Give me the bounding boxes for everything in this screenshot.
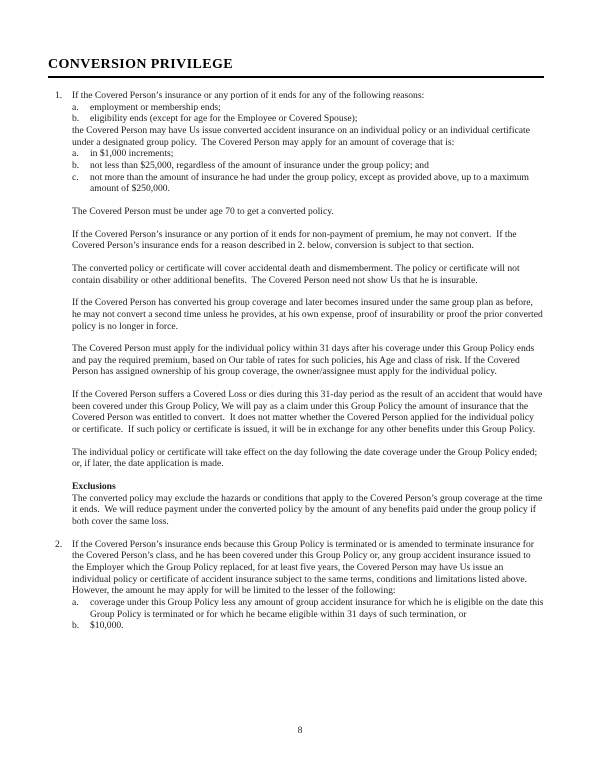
paragraph: If the Covered Person has converted his group coverage and later becomes insured under the same group plan as before, he may not convert a second time unless he provides, at his own expense, proof of insurability or proof the prior converted policy is no longer in force. xyxy=(72,297,546,332)
list-item-2-number: 2. xyxy=(55,538,63,550)
option-item xyxy=(72,620,544,632)
list-item-1-body xyxy=(72,90,544,195)
reason-item xyxy=(72,113,544,125)
document-content xyxy=(48,57,544,632)
exclusions-heading: Exclusions xyxy=(72,481,116,493)
page-number: 8 xyxy=(297,725,303,736)
page-title: CONVERSION PRIVILEGE xyxy=(48,57,544,78)
paragraph: The individual policy or certificate will take effect on the day following the date coverage under the Group Policy ended; or, if later, the date application is made. xyxy=(72,446,540,470)
list-item-2-intro: If the Covered Person’s insurance ends because this Group Policy is terminated or is amended to terminate insurance for the Covered Person’s class, and he has been covered under this Group Policy or, any group accident insurance issued to the Employer which the Group Policy replaced, for at least five years, the Covered Person may have Us issue an individual policy or certificate of accident insurance subject to the same terms, conditions and limitations listed above. However, the amount he may apply for will be limited to the lesser of the following: xyxy=(72,538,537,597)
reason-item-text: eligibility ends (except for age for the Employee or Covered Spouse); xyxy=(90,113,358,125)
amount-item xyxy=(72,160,544,172)
list-item-1-number: 1. xyxy=(55,90,63,101)
option-item-marker: a. xyxy=(72,596,79,608)
paragraph: If the Covered Person’s insurance or any portion of it ends for non-payment of premium, he may not convert. If the Covered Person’s insurance ends for a reason described in 2. below, conversion is subject to that section. xyxy=(72,228,520,252)
list-item-1-intro: If the Covered Person’s insurance or any portion of it ends for any of the following reasons: xyxy=(72,90,425,101)
paragraph: The Covered Person must apply for the individual policy within 31 days after his coverage under this Group Policy ends and pay the required premium, based on Our table of rates for such policies, his Age and class of risk. If the Covered Person has assigned ownership of his group coverage, the owner/assignee must apply for the individual policy. xyxy=(72,343,537,378)
option-item-text: coverage under this Group Policy less any amount of group accident insurance for which he is eligible on the date this Group Policy is terminated or for which he became eligible within 31 days of such termination, or xyxy=(90,596,546,620)
amount-item-text: in $1,000 increments; xyxy=(90,148,174,160)
paragraph: The converted policy or certificate will cover accidental death and dismemberment. The policy or certificate will not contain disability or other additional benefits. The Covered Person need not show Us that he is insurable. xyxy=(72,262,523,286)
list-item-1-continuation: the Covered Person may have Us issue converted accident insurance on an individual policy or an individual certificate under a designated group policy. The Covered Person may apply for an amount of coverage that is: xyxy=(72,124,533,148)
amount-item-marker: a. xyxy=(72,148,79,160)
option-item-marker: b. xyxy=(72,620,80,632)
option-item-text: $10,000. xyxy=(90,620,124,632)
list-item-1 xyxy=(48,90,544,195)
exclusions-paragraph: The converted policy may exclude the hazards or conditions that apply to the Covered Person’s group coverage at the time it ends. We will reduce payment under the converted policy by the amount of any benefits paid under the group policy if both cover the same loss. xyxy=(72,492,545,528)
amount-item-marker: b. xyxy=(72,159,80,171)
amount-item xyxy=(72,172,544,195)
amount-item-marker: c. xyxy=(72,171,79,183)
amount-item-text: not less than $25,000, regardless of the amount of insurance under the group policy; and xyxy=(90,159,429,171)
amount-item-text: not more than the amount of insurance he had under the group policy, except as provided above, up to a maximum amount of $250,000. xyxy=(90,171,532,195)
reason-item xyxy=(72,102,544,114)
option-item xyxy=(72,597,544,620)
reason-item-marker: b. xyxy=(72,113,80,125)
list-item-2 xyxy=(48,539,544,632)
reason-item-text: employment or membership ends; xyxy=(90,101,221,113)
paragraph: If the Covered Person suffers a Covered Loss or dies during this 31-day period as the result of an accident that would have been covered under this Group Policy, We will pay as a claim under this Group Policy the amount of insurance that the Covered Person was entitled to convert. It does not matter whether the Covered Person applied for the individual policy or certificate. If such policy or certificate is issued, it will be in exchange for any other benefits under this Group Policy. xyxy=(72,389,545,436)
list-item-2-body xyxy=(72,539,544,632)
paragraph: The Covered Person must be under age 70 to get a converted policy. xyxy=(72,205,334,217)
reason-item-marker: a. xyxy=(72,101,79,113)
amount-item xyxy=(72,148,544,160)
